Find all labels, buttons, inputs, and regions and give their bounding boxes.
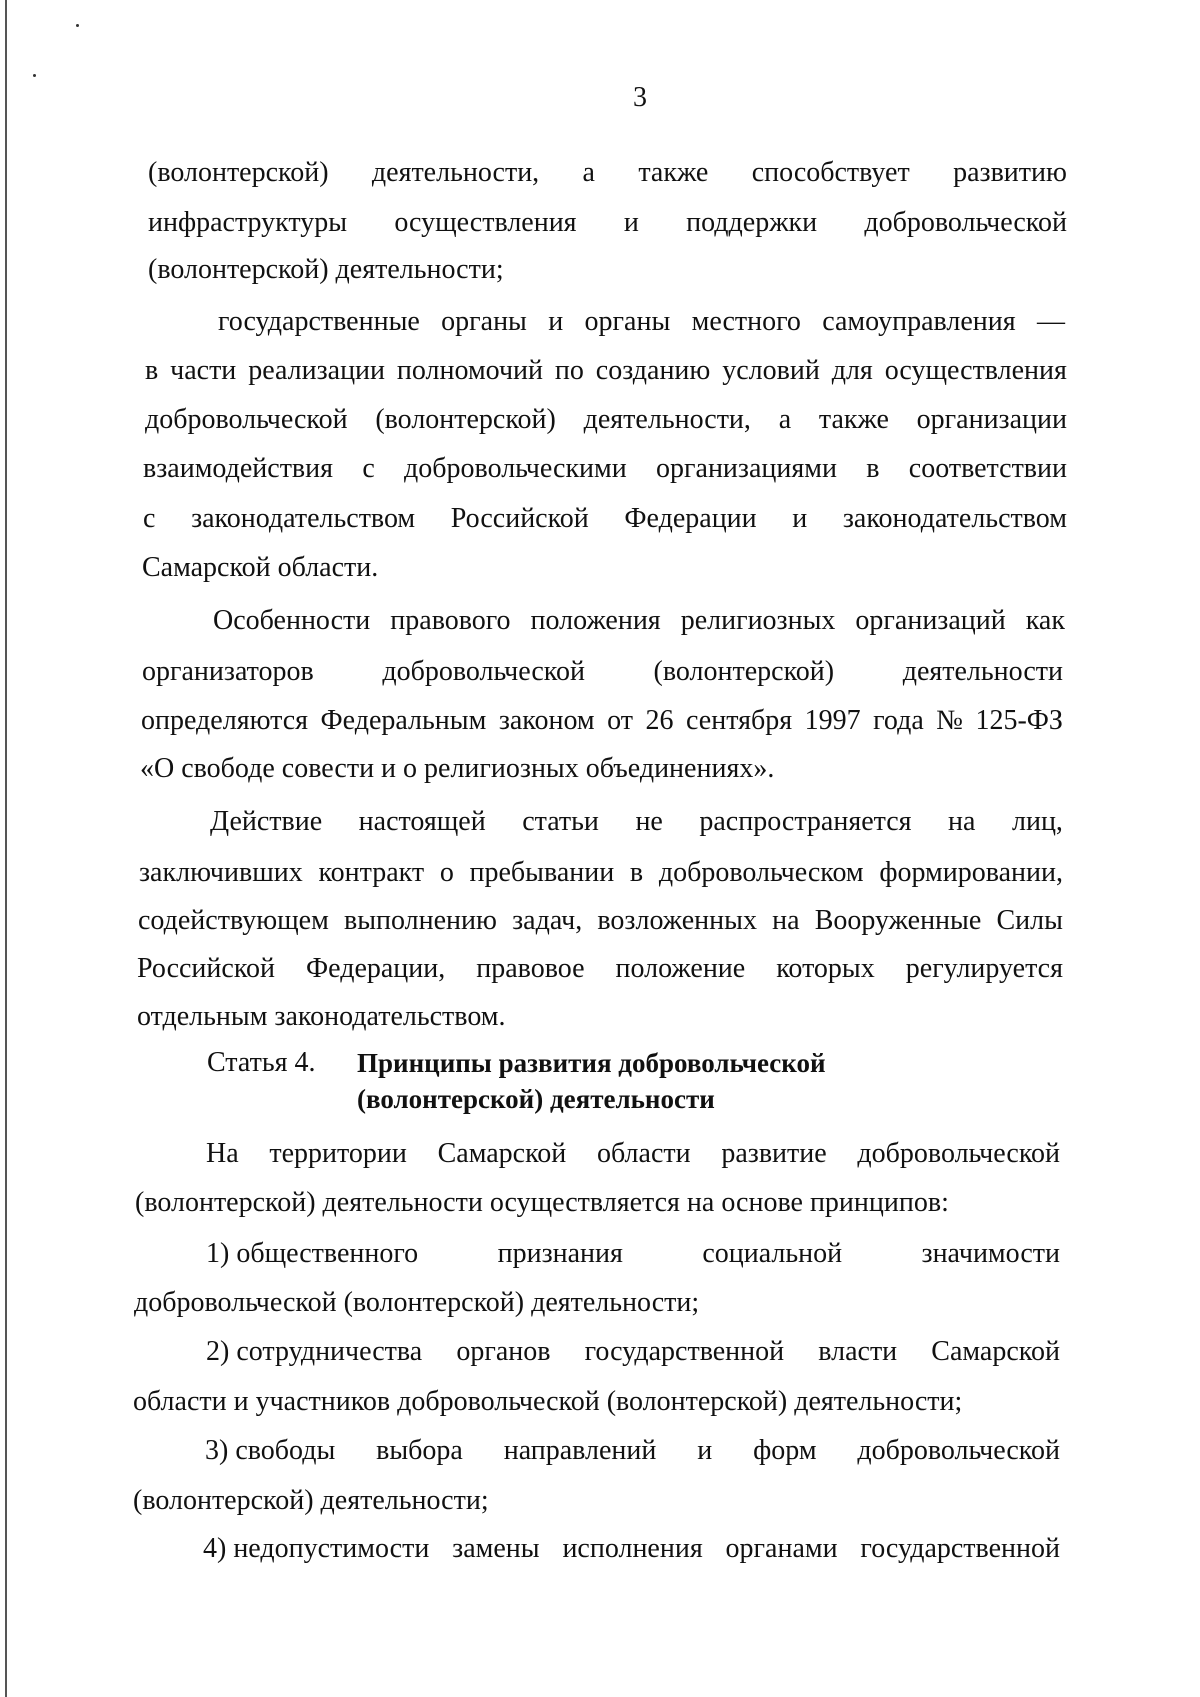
text-line <box>137 952 1063 986</box>
word: Особенности <box>213 605 371 636</box>
word: развитие <box>721 1138 827 1169</box>
word: государственные <box>218 306 420 337</box>
text-line <box>145 403 1067 437</box>
word: органы <box>441 306 527 337</box>
word: 4) недопустимости <box>203 1533 430 1564</box>
text-line <box>142 655 1063 689</box>
word: сентября <box>686 705 793 736</box>
word: (волонтерской) <box>653 656 835 687</box>
word: контракт <box>318 857 425 888</box>
word: органами <box>725 1533 838 1564</box>
word: органов <box>456 1336 551 1367</box>
word: возложенных <box>597 905 757 936</box>
word: организаторов <box>142 656 314 687</box>
word: добровольческой <box>145 404 348 435</box>
word: а <box>582 157 595 188</box>
article-label: Статья 4. <box>207 1047 316 1078</box>
word: организаций <box>855 605 1006 636</box>
word: на <box>772 905 800 936</box>
text-line <box>143 452 1067 486</box>
word: также <box>818 404 889 435</box>
word: лиц, <box>1011 806 1063 837</box>
word: государственной <box>860 1533 1060 1564</box>
word: законодательством <box>842 503 1067 534</box>
text-line <box>135 1186 949 1220</box>
word: а <box>778 404 792 435</box>
word: и <box>548 306 564 337</box>
word: пребывании <box>469 857 615 888</box>
word: 125-ФЗ <box>975 705 1063 736</box>
word: задач, <box>512 905 583 936</box>
word: замены <box>452 1533 540 1564</box>
word: власти <box>818 1336 898 1367</box>
word: о <box>439 857 454 888</box>
word: 1997 <box>804 705 861 736</box>
word: распространяется <box>699 806 912 837</box>
word: условий <box>722 355 820 386</box>
word: заключивших <box>139 857 303 888</box>
word: добровольческой <box>857 1435 1060 1466</box>
scan-speck <box>33 74 36 77</box>
word: от <box>607 705 634 736</box>
word: Самарской <box>931 1336 1060 1367</box>
word: деятельности <box>902 656 1063 687</box>
text-line <box>148 206 1067 240</box>
word: (волонтерской) деятельности; <box>148 254 504 285</box>
word: добровольческими <box>404 453 627 484</box>
text-line <box>133 1385 962 1419</box>
word: Действие <box>210 806 323 837</box>
text-line <box>134 1286 699 1320</box>
page-number: 3 <box>633 82 647 113</box>
word: соответствии <box>908 453 1067 484</box>
word: Российской <box>450 503 589 534</box>
word: развитию <box>953 157 1067 188</box>
text-line <box>142 551 378 585</box>
word: области и участников добровольческой (волонтерской) деятельности; <box>133 1386 963 1417</box>
word: законом <box>498 705 595 736</box>
word: по <box>554 355 584 386</box>
word: 1) общественного <box>206 1238 419 1269</box>
word: Федерации <box>624 503 757 534</box>
word: формировании, <box>879 857 1063 888</box>
word: поддержки <box>686 207 818 238</box>
word: добровольческой <box>864 207 1067 238</box>
word: Вооруженные <box>814 905 982 936</box>
text-line <box>206 1137 1060 1171</box>
text-line <box>139 856 1063 890</box>
word: не <box>635 806 663 837</box>
word: (волонтерской) деятельности; <box>133 1485 489 1516</box>
word: добровольческой (волонтерской) деятельности; <box>134 1287 700 1318</box>
text-line <box>205 1434 1060 1468</box>
word: Самарской <box>437 1138 567 1169</box>
word: в <box>629 857 644 888</box>
text-line <box>148 156 1067 190</box>
text-line <box>145 354 1067 388</box>
word: полномочий <box>396 355 544 386</box>
word: осуществления <box>394 207 577 238</box>
article-title-line-2: (волонтерской) деятельности <box>357 1084 715 1114</box>
word: направлений <box>503 1435 657 1466</box>
word: в <box>866 453 880 484</box>
word: на <box>948 806 976 837</box>
word: значимости <box>921 1238 1060 1269</box>
word: содействующем <box>138 905 329 936</box>
word: правовое <box>476 953 585 984</box>
word: как <box>1025 605 1065 636</box>
text-line <box>206 1335 1060 1369</box>
word: «О свободе совести и о религиозных объединениях». <box>140 753 775 784</box>
word: — <box>1036 306 1065 337</box>
text-line <box>203 1532 1060 1566</box>
word: законодательством <box>191 503 416 534</box>
word: признания <box>497 1238 623 1269</box>
scan-margin-line <box>5 0 7 1697</box>
text-line <box>213 604 1065 638</box>
text-line <box>143 502 1067 536</box>
word: органы <box>584 306 671 337</box>
word: с <box>362 453 375 484</box>
text-line <box>138 904 1063 938</box>
article-title-line-1: Принципы развития добровольческой <box>357 1048 826 1078</box>
text-line <box>210 805 1063 839</box>
word: Федерации, <box>306 953 446 984</box>
word: (волонтерской) <box>375 404 556 435</box>
word: организации <box>916 404 1067 435</box>
word: и <box>623 207 639 238</box>
text-line <box>133 1484 489 1518</box>
word: отдельным законодательством. <box>137 1001 506 1032</box>
word: деятельности, <box>371 157 540 188</box>
text-line <box>206 1237 1060 1271</box>
word: для <box>831 355 873 386</box>
word: части <box>170 355 237 386</box>
word: территории <box>269 1138 407 1169</box>
word: Самарской области. <box>142 552 379 583</box>
word: года <box>873 705 924 736</box>
word: правового <box>390 605 511 636</box>
word: в <box>145 355 159 386</box>
word: добровольческом <box>658 857 864 888</box>
word: добровольческой <box>382 656 585 687</box>
word: самоуправления <box>822 306 1016 337</box>
word: государственной <box>584 1336 785 1367</box>
word: регулируется <box>905 953 1063 984</box>
word: реализации <box>248 355 386 386</box>
word: На <box>206 1138 239 1169</box>
scan-speck <box>76 24 79 27</box>
word: способствует <box>751 157 910 188</box>
word: деятельности, <box>583 404 751 435</box>
word: Российской <box>137 953 275 984</box>
text-line <box>137 1000 506 1034</box>
word: положение <box>615 953 746 984</box>
word: исполнения <box>562 1533 703 1564</box>
word: области <box>597 1138 691 1169</box>
word: местного <box>691 306 801 337</box>
text-line <box>141 704 1063 738</box>
word: религиозных <box>680 605 836 636</box>
word: взаимодействия <box>143 453 334 484</box>
word: созданию <box>595 355 711 386</box>
word: настоящей <box>358 806 486 837</box>
word: с <box>143 503 156 534</box>
word: выполнению <box>344 905 497 936</box>
word: социальной <box>702 1238 843 1269</box>
word: инфраструктуры <box>148 207 348 238</box>
word: осуществления <box>884 355 1067 386</box>
word: и <box>697 1435 713 1466</box>
word: 3) свободы <box>205 1435 336 1466</box>
word: также <box>638 157 709 188</box>
word: и <box>792 503 808 534</box>
word: 26 <box>645 705 674 736</box>
word: 2) сотрудничества <box>206 1336 423 1367</box>
word: организациями <box>656 453 837 484</box>
word: которых <box>776 953 875 984</box>
word: № <box>936 705 963 736</box>
text-line <box>140 752 774 786</box>
word: определяются <box>141 705 309 736</box>
word: (волонтерской) <box>148 157 329 188</box>
word: положения <box>530 605 661 636</box>
word: Силы <box>996 905 1063 936</box>
text-line <box>148 253 504 287</box>
word: выбора <box>376 1435 463 1466</box>
word: добровольческой <box>857 1138 1060 1169</box>
text-line <box>218 305 1065 339</box>
word: форм <box>753 1435 817 1466</box>
word: (волонтерской) деятельности осуществляется на основе принципов: <box>135 1187 949 1218</box>
word: статьи <box>522 806 599 837</box>
word: Федеральным <box>320 705 487 736</box>
